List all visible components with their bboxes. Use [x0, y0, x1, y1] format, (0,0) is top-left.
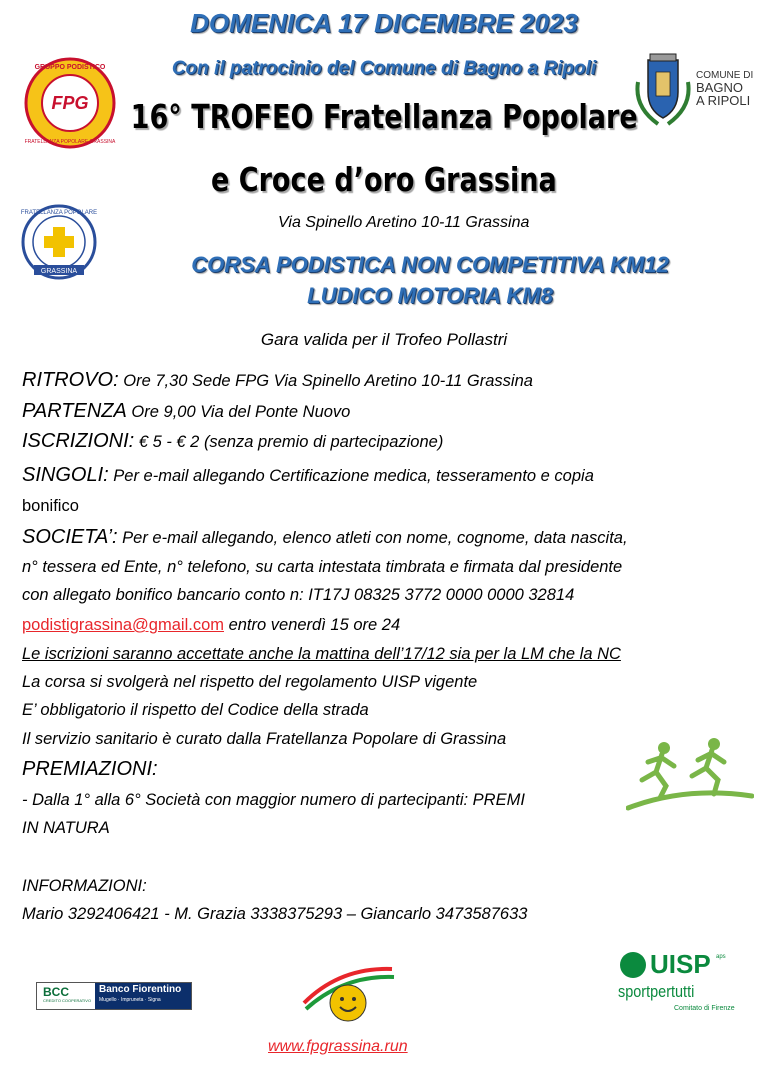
singoli-row-2: bonifico	[22, 497, 79, 515]
morning-row: Le iscrizioni saranno accettate anche la mattina dell’17/12 sia per la LM che la NC	[22, 645, 621, 663]
societa-label: SOCIETA’:	[22, 526, 118, 548]
fpg-logo-ring-top: GRUPPO PODISTICO	[34, 64, 106, 71]
email-after: entro venerdì 15 ore 24	[224, 616, 401, 634]
societa-row-2: n° tessera ed Ente, n° telefono, su carta intestata timbrata e firmata dal presidente	[22, 558, 623, 576]
ritrovo-text: Ore 7,30 Sede FPG Via Spinello Aretino 10-11 Grassina	[118, 372, 533, 390]
race-line-2: LUDICO MOTORIA KM8	[307, 283, 553, 308]
societa-row	[22, 527, 628, 548]
email-row	[22, 615, 400, 635]
title-line-2-wrap	[0, 160, 768, 199]
uisp-globe-icon	[620, 952, 646, 978]
email-link[interactable]: podistigrassina@gmail.com	[22, 616, 224, 634]
bcc-short: BCC	[43, 985, 69, 999]
bcc-places: Mugello · Impruneta · Signa	[99, 997, 161, 1003]
iscrizioni-label: ISCRIZIONI:	[22, 430, 135, 452]
prizes-row: - Dalla 1° alla 6° Società con maggior numero di partecipanti: PREMI	[22, 791, 525, 809]
iscrizioni-row	[22, 431, 443, 452]
runners-icon	[626, 736, 754, 818]
patronage-line: Con il patrocinio del Comune di Bagno a Ripoli	[171, 58, 597, 79]
croce-logo-bottom: GRASSINA	[40, 268, 78, 275]
prizes-label: PREMIAZIONI:	[22, 758, 158, 780]
comune-label-3: A RIPOLI	[696, 93, 751, 108]
bcc-name: Banco Fiorentino	[99, 984, 182, 995]
bcc-name-block	[95, 983, 191, 1009]
fpg-logo-center: FPG	[51, 93, 89, 113]
partenza-text: Ore 9,00 Via del Ponte Nuovo	[126, 403, 351, 421]
event-date: DOMENICA 17 DICEMBRE 2023	[190, 8, 578, 38]
partenza-label: PARTENZA	[22, 400, 127, 422]
comune-label-2: BAGNO	[696, 80, 743, 95]
road-row: E’ obbligatorio il rispetto del Codice della strada	[22, 701, 369, 719]
prizes-row-2: IN NATURA	[22, 819, 110, 837]
comune-crest-icon	[632, 52, 694, 130]
singoli-row	[22, 465, 594, 486]
iscrizioni-text: € 5 - € 2 (senza premio di partecipazione)	[134, 433, 444, 451]
partenza-row	[22, 401, 350, 422]
uisp-logo	[616, 950, 756, 1020]
fpg-logo-ring-bottom: FRATELLANZA POPOLARE GRASSINA	[24, 139, 116, 145]
croce-logo-top: FRATELLANZA POPOLARE	[20, 210, 98, 216]
contacts-row: Mario 3292406421 - M. Grazia 3338375293 – Giancarlo 3473587633	[22, 905, 528, 923]
singoli-label: SINGOLI:	[22, 464, 109, 486]
comune-label-1: COMUNE DI	[696, 70, 754, 81]
bcc-mark	[37, 983, 95, 1009]
ritrovo-row	[22, 370, 533, 391]
smiley-logo	[300, 965, 396, 1025]
uisp-slogan: sportpertutti	[618, 982, 695, 1001]
title-line-2: e Croce d’oro Grassina	[211, 160, 557, 199]
bcc-sub: CREDITO COOPERATIVO	[43, 998, 92, 1003]
rules-row: La corsa si svolgerà nel rispetto del regolamento UISP vigente	[22, 673, 478, 691]
uisp-aps: aps	[716, 954, 726, 960]
title-line-1: 16° TROFEO Fratellanza Popolare	[130, 97, 638, 136]
address: Via Spinello Aretino 10-11 Grassina	[278, 214, 530, 231]
ritrovo-label: RITROVO:	[22, 369, 119, 391]
bcc-logo	[36, 982, 192, 1010]
info-label: INFORMAZIONI:	[22, 877, 147, 895]
race-line-1: CORSA PODISTICA NON COMPETITIVA KM12	[191, 252, 669, 277]
uisp-name: UISP	[650, 949, 711, 979]
societa-row-3: con allegato bonifico bancario conto n: IT17J 08325 3772 0000 0000 32814	[22, 586, 575, 604]
website-link[interactable]: www.fpgrassina.run	[268, 1038, 408, 1055]
trophy-line: Gara valida per il Trofeo Pollastri	[260, 330, 508, 349]
health-row: Il servizio sanitario è curato dalla Fratellanza Popolare di Grassina	[22, 730, 507, 748]
singoli-text: Per e-mail allegando Certificazione medica, tesseramento e copia	[108, 467, 594, 485]
societa-text: Per e-mail allegando, elenco atleti con nome, cognome, data nascita,	[117, 529, 628, 547]
fpg-logo	[24, 57, 116, 149]
comune-logo	[632, 52, 764, 132]
website-link-wrap	[268, 1038, 408, 1056]
uisp-committee: Comitato di Firenze	[674, 1005, 735, 1012]
